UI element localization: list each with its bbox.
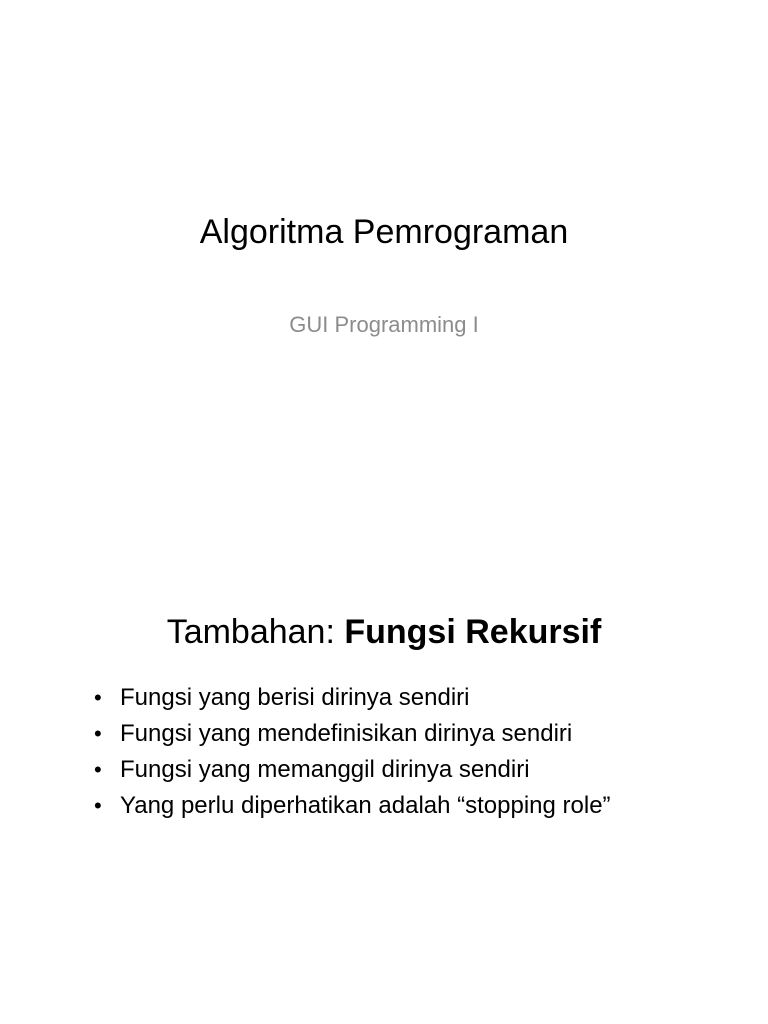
bullet-text: Yang perlu diperhatikan adalah “stopping role” [120,792,611,819]
slide-title: Algoritma Pemrograman [199,213,569,251]
heading-prefix: Tambahan: [166,613,345,651]
bullet-icon: • [94,757,102,782]
slide-heading [0,610,768,654]
bullet-text: Fungsi yang berisi dirinya sendiri [120,684,470,711]
list-item [90,680,750,716]
list-item [90,752,750,788]
bullet-text: Fungsi yang mendefinisikan dirinya sendiri [120,720,573,747]
list-item [90,716,750,752]
bullet-text: Fungsi yang memanggil dirinya sendiri [120,756,530,783]
bullet-icon: • [94,685,102,710]
slide-content-page [0,512,768,1024]
bullet-icon: • [94,721,102,746]
bullet-list [90,680,750,824]
list-item [90,788,750,824]
heading-emphasis: Fungsi Rekursif [344,613,602,651]
bullet-icon: • [94,793,102,818]
slide-subtitle: GUI Programming I [289,312,479,337]
